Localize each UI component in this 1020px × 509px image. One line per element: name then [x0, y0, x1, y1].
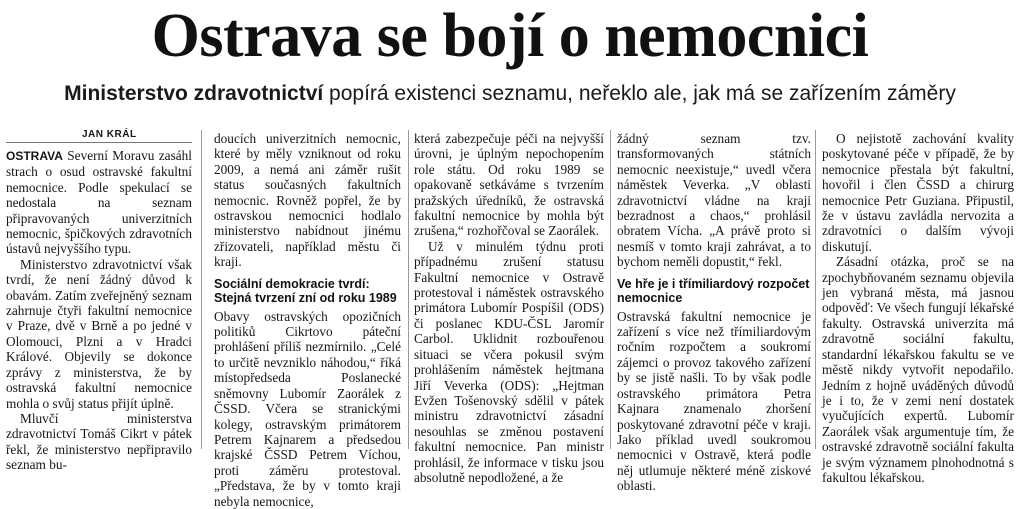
paragraph: žádný seznam tzv. transformovaných státních nemocnic neexistuje,“ uvedl včera náměstek Veverka. „V oblasti zdravotnictví vládne na kraji bezradnost a chaos,“ prohlásil obratem Vícha. „A právě proto si nesmíš v tomto kraji zahrávat, a to bychom neměli dopustit,“ řekl.	[617, 131, 811, 270]
paragraph: Ministerstvo zdravotnictví však tvrdí, že není žádný důvod k obavám. Zatím zveřejněný seznam zahrnuje čtyři fakultní nemocnice v Praze, dvě v Brně a po jedné v Olomouci, Plzni a v Hradci Králové. Objevily se dokonce zprávy z ministerstva, že by ostravská fakultní nemocnice mohla o svůj status přijít úplně.	[6, 256, 192, 411]
article-column-3	[414, 131, 604, 485]
article-column-2	[214, 131, 401, 509]
column-divider	[408, 130, 409, 449]
paragraph: Mluvčí ministerstva zdravotnictví Tomáš Cikrt v pátek řekl, že ministerstvo nepřipravilo seznam bu-	[6, 410, 192, 473]
paragraph: Už v minulém týdnu proti případnému zrušení statusu Fakultní nemocnice v Ostravě protestoval i náměstek ostravského primátora Lubomír Pospíšil (ODS) či poslanec KDU-ČSL Jaromír Carbol. Uklidnit rozbouřenou situaci se včera pokusil svým prohlášením náměstek hejtmana Jiří Veverka (ODS): „Hejtman Evžen Tošenovský sdělil v pátek ministru zdravotnictví zásadní nesouhlas se změnou postavení fakultní nemocnice. Pan ministr prohlásil, že informace v tisku jsou absolutně nepodložené, a že	[414, 238, 604, 485]
crosshead: Ve hře je i třímiliardový rozpočet nemocnice	[617, 276, 810, 306]
dateline: OSTRAVA	[6, 149, 63, 163]
author-byline: JAN KRÁL	[6, 128, 192, 143]
page-title: Ostrava se bojí o nemocnici	[151, 2, 869, 70]
paragraph-text: Severní Moravu zasáhl strach o osud ostravské fakultní nemocnice. Podle spekulací se nedostala na seznam připravovaných univerzitních nemocnic, špičkových zdravotních ústavů nejvyššího typu.	[6, 148, 192, 257]
paragraph: Obavy ostravských opozičních politiků Cikrtovo páteční prohlášení příliš nezmírnilo. „Celé to určitě nevzniklo náhodou,“ říká místopředseda Poslanecké sněmovny Lubomír Zaorálek z ČSSD. Včera se stranickými kolegy, ostravským primátorem Petrem Kajnarem a předsedou krajské ČSSD Petrem Víchou, proti záměru protestoval. „Představa, že by v tomto kraji nebyla nemocnice,	[214, 308, 401, 509]
paragraph: Zásadní otázka, proč se na zpochybňovaném seznamu objevila jen vybraná města, má jasnou odpověď: Ve všech fungují lékařské fakulty. Ostravská univerzita má zdravotně sociální fakultu, standardní lékařskou fakultu se ve městě nikdy vytvořit nepodařilo. Jedním z hojně uváděných důvodů je i to, že v zemi není dostatek vyučujících expertů. Lubomír Zaorálek však argumentuje tím, že ostravské zdravotně sociální fakulta je svým významem plnohodnotná s fakultou lékařskou.	[822, 254, 1014, 485]
paragraph: Ostravská fakultní nemocnice je zařízení s více než třímiliardovým ročním rozpočtem a soukromí zájemci o provoz takového zařízení by se jistě našli. To by však podle ostravského primátora Petra Kajnara znamenalo zhoršení poskytované zdravotní péče v kraji. Jako příklad uvedl soukromou nemocnici v Ostravě, která podle něj utlumuje některé méně ziskové oblasti.	[617, 308, 811, 494]
subheadline	[0, 80, 1020, 108]
column-divider	[201, 130, 202, 449]
paragraph	[6, 148, 192, 257]
article-column-1	[6, 128, 192, 473]
column-divider	[610, 130, 611, 449]
article-column-5	[822, 131, 1014, 485]
article-column-4	[617, 131, 811, 494]
column-divider	[815, 130, 816, 449]
paragraph: doucích univerzitních nemocnic, které by měly vzniknout od roku 2009, a nemá ani záměr rušit status současných fakultních nemocnic. Rovněž popřel, že by ostravskou nemocnici hodlalo ministerstvo nabídnout jinému zřizovateli, například městu či kraji.	[214, 131, 401, 270]
paragraph: O nejistotě zachování kvality poskytované péče v případě, že by nemocnice přestala být fakultní, hovořil i člen ČSSD a chirurg nemocnice Petr Guziana. Připustil, že v ústavu zavládla nervozita a zdravotníci o dalším vývoji diskutují.	[822, 131, 1014, 254]
subheadline-rest: popírá existenci seznamu, neřeklo ale, jak má se zařízením záměry	[323, 82, 956, 105]
crosshead: Sociální demokracie tvrdí: Stejná tvrzení zní od roku 1989	[214, 276, 397, 306]
subheadline-bold: Ministerstvo zdravotnictví	[64, 82, 324, 105]
paragraph: která zabezpečuje péči na nejvyšší úrovni, je úplným nepochopením role státu. Od roku 1989 se opakovaně setkáváme s tvrzením pražských úředníků, že ostravská fakultní nemocnice by mohla být zrušena,“ rozhořčoval se Zaorálek.	[414, 131, 604, 239]
